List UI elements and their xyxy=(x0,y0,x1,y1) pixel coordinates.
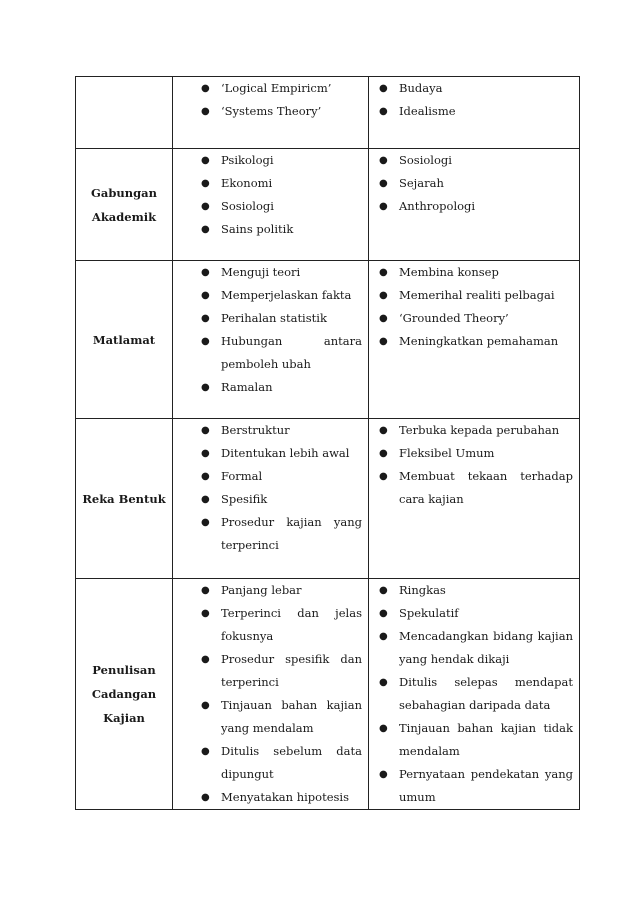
bullet-icon: ● xyxy=(379,106,388,117)
qualitative-cell xyxy=(369,77,580,149)
list-item: ● Budaya xyxy=(369,77,579,100)
list-item: ● ‘Grounded Theory’ xyxy=(369,307,579,330)
row-label: Penulisan xyxy=(92,663,156,677)
list-item: ● Hubungan antara pemboleh ubah xyxy=(173,330,368,376)
row-label: Cadangan xyxy=(91,687,157,701)
list-item: ● ‘Systems Theory’ xyxy=(173,100,368,123)
quantitative-cell xyxy=(173,149,369,261)
list-item: ● Menyatakan hipotesis xyxy=(173,786,368,809)
bullet-icon: ● xyxy=(201,746,210,757)
list-item: ● ‘Logical Empiricm’ xyxy=(173,77,368,100)
list-item: ● Spekulatif xyxy=(369,602,579,625)
bullet-icon: ● xyxy=(379,313,388,324)
bullet-icon: ● xyxy=(201,155,210,166)
row-label: Akademik xyxy=(91,209,157,224)
list-item: ● Formal xyxy=(173,465,368,488)
row-label-cell xyxy=(76,261,173,419)
list-item: ● Prosedur kajian yang terperinci xyxy=(173,511,368,557)
list-item: ● Meningkatkan pemahaman xyxy=(369,330,579,353)
bullet-icon: ● xyxy=(379,608,388,619)
bullet-icon: ● xyxy=(379,769,388,780)
bullet-icon: ● xyxy=(201,585,210,596)
list-item: ● Tinjauan bahan kajian tidak mendalam xyxy=(369,717,579,763)
list-item: ● Terperinci dan jelas fokusnya xyxy=(173,602,368,648)
bullet-icon: ● xyxy=(201,224,210,235)
bullet-icon: ● xyxy=(379,425,388,436)
bullet-icon: ● xyxy=(201,425,210,436)
list-item: ● Membina konsep xyxy=(369,261,579,284)
bullet-icon: ● xyxy=(379,83,388,94)
list-item: ● Pernyataan pendekatan yang umum xyxy=(369,763,579,809)
row-label-cell xyxy=(76,149,173,261)
list-item: ● Sejarah xyxy=(369,172,579,195)
quantitative-cell xyxy=(173,261,369,419)
bullet-icon: ● xyxy=(379,178,388,189)
list-item: ● Menguji teori xyxy=(173,261,368,284)
list-item: ● Terbuka kepada perubahan xyxy=(369,419,579,442)
row-label: Reka Bentuk xyxy=(82,491,166,506)
bullet-icon: ● xyxy=(201,106,210,117)
list-item: ● Mencadangkan bidang kajian yang hendak dikaji xyxy=(369,625,579,671)
bullet-icon: ● xyxy=(379,585,388,596)
list-item: ● Memerihal realiti pelbagai xyxy=(369,284,579,307)
bullet-icon: ● xyxy=(201,448,210,459)
row-label-cell xyxy=(76,77,173,149)
list-item: ● Berstruktur xyxy=(173,419,368,442)
list-item: ● Sosiologi xyxy=(173,195,368,218)
bullet-icon: ● xyxy=(201,654,210,665)
table-row-paradigm xyxy=(76,77,580,149)
row-label: Gabungan xyxy=(91,185,157,200)
bullet-icon: ● xyxy=(201,471,210,482)
table-row-penulisan-cadangan-kajian xyxy=(76,579,580,810)
bullet-icon: ● xyxy=(379,267,388,278)
row-label-cell xyxy=(76,419,173,579)
quantitative-cell xyxy=(173,579,369,810)
qualitative-cell xyxy=(369,419,580,579)
row-label-cell xyxy=(76,579,173,810)
row-label: Kajian xyxy=(103,711,145,725)
bullet-icon: ● xyxy=(201,382,210,393)
bullet-icon: ● xyxy=(379,723,388,734)
bullet-icon: ● xyxy=(379,290,388,301)
list-item: ● Ekonomi xyxy=(173,172,368,195)
row-label: Matlamat xyxy=(92,332,156,347)
list-item: ● Tinjauan bahan kajian yang mendalam xyxy=(173,694,368,740)
list-item: ● Ramalan xyxy=(173,376,368,399)
list-item: ● Panjang lebar xyxy=(173,579,368,602)
list-item: ● Prosedur spesifik dan terperinci xyxy=(173,648,368,694)
bullet-icon: ● xyxy=(379,448,388,459)
list-item: ● Psikologi xyxy=(173,149,368,172)
list-item: ● Memperjelaskan fakta xyxy=(173,284,368,307)
bullet-icon: ● xyxy=(201,792,210,803)
bullet-icon: ● xyxy=(379,336,388,347)
bullet-icon: ● xyxy=(201,700,210,711)
comparison-table xyxy=(75,76,580,810)
list-item: ● Ditentukan lebih awal xyxy=(173,442,368,465)
list-item: ● Fleksibel Umum xyxy=(369,442,579,465)
quantitative-cell xyxy=(173,419,369,579)
list-item: ● Membuat tekaan terhadap cara kajian xyxy=(369,465,579,511)
qualitative-cell xyxy=(369,261,580,419)
list-item: ● Idealisme xyxy=(369,100,579,123)
list-item: ● Ditulis sebelum data dipungut xyxy=(173,740,368,786)
bullet-icon: ● xyxy=(379,471,388,482)
table-row-reka-bentuk xyxy=(76,419,580,579)
list-item: ● Ditulis selepas mendapat sebahagian daripada data xyxy=(369,671,579,717)
bullet-icon: ● xyxy=(201,201,210,212)
list-item: ● Sosiologi xyxy=(369,149,579,172)
bullet-icon: ● xyxy=(201,267,210,278)
bullet-icon: ● xyxy=(201,178,210,189)
list-item: ● Spesifik xyxy=(173,488,368,511)
bullet-icon: ● xyxy=(201,608,210,619)
list-item: ● Perihalan statistik xyxy=(173,307,368,330)
list-item: ● Ringkas xyxy=(369,579,579,602)
bullet-icon: ● xyxy=(201,494,210,505)
bullet-icon: ● xyxy=(379,631,388,642)
bullet-icon: ● xyxy=(379,201,388,212)
bullet-icon: ● xyxy=(201,336,210,347)
bullet-icon: ● xyxy=(201,83,210,94)
quantitative-cell xyxy=(173,77,369,149)
table-row-gabungan-akademik xyxy=(76,149,580,261)
bullet-icon: ● xyxy=(201,313,210,324)
list-item: ● Anthropologi xyxy=(369,195,579,218)
qualitative-cell xyxy=(369,149,580,261)
bullet-icon: ● xyxy=(379,155,388,166)
bullet-icon: ● xyxy=(379,677,388,688)
qualitative-cell xyxy=(369,579,580,810)
bullet-icon: ● xyxy=(201,517,210,528)
list-item: ● Sains politik xyxy=(173,218,368,241)
table-row-matlamat xyxy=(76,261,580,419)
bullet-icon: ● xyxy=(201,290,210,301)
